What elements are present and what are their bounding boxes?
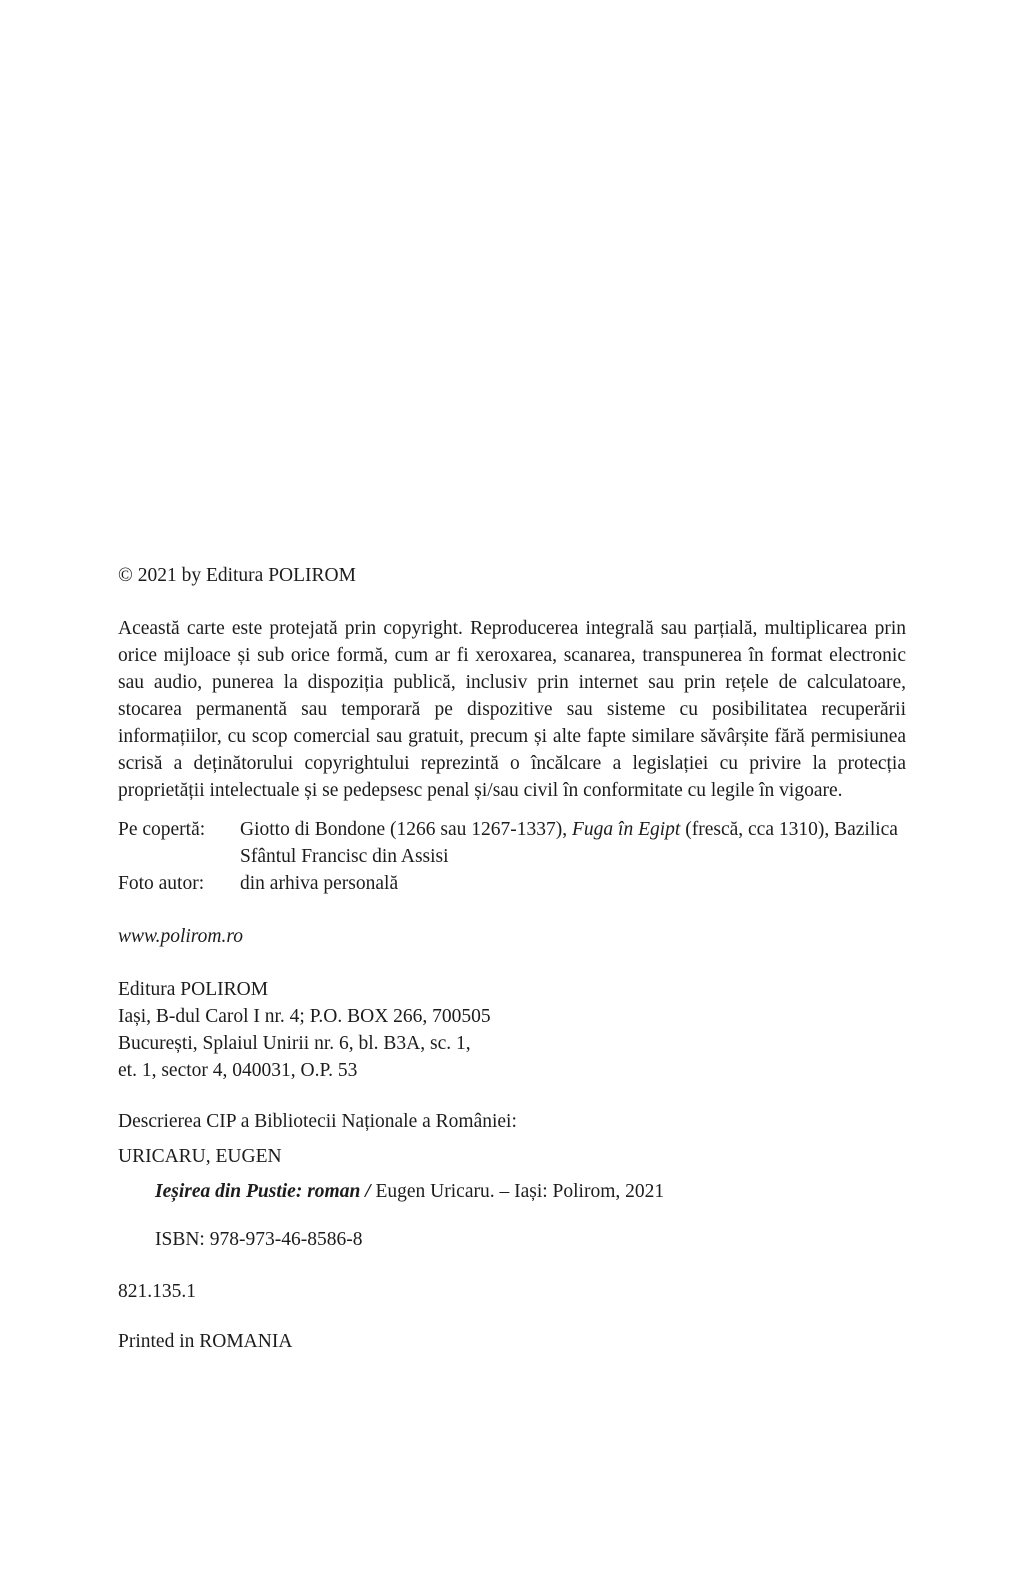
cip-book-title: Ieșirea din Pustie: roman / bbox=[155, 1181, 371, 1202]
copyright-notice: Această carte este protejată prin copyright. Reproducerea integrală sau parțială, multiplicarea prin orice mijloace și sub orice formă, cum ar fi xeroxarea, scanarea, transpunerea în format electronic sau audio, punerea la dispoziția publică, inclusiv prin internet sau prin rețele de calculatoare, stocarea permanentă sau temporară pe dispozitive sau sisteme cu posibilitatea recuperării informațiilor, cu scop comercial sau gratuit, precum și alte fapte similare săvârșite fără permisiunea scrisă a deținătorului copyrightului reprezintă o încălcare a legislației cu privire la protecția proprietății intelectuale și se pedepsesc penal și/sau civil în conformitate cu legile în vigoare. bbox=[118, 618, 906, 801]
cip-heading: Descrierea CIP a Bibliotecii Naționale a României: bbox=[118, 1111, 517, 1132]
publisher-website: www.polirom.ro bbox=[118, 926, 243, 947]
printed-in-line: Printed in ROMANIA bbox=[118, 1331, 293, 1352]
cover-artwork-title: Fuga în Egipt bbox=[572, 819, 681, 840]
copyright-line: © 2021 by Editura POLIROM bbox=[118, 565, 356, 586]
cover-credit-text-after: (frescă, cca 1310), Bazilica Sfântul Francisc din Assisi bbox=[240, 819, 898, 867]
cip-block bbox=[118, 1108, 906, 1253]
cover-credit-row bbox=[118, 816, 906, 870]
cip-title-rest: Eugen Uricaru. – Iași: Polirom, 2021 bbox=[370, 1181, 665, 1202]
cover-credit-label: Pe copertă: bbox=[118, 819, 206, 840]
photo-credit-row bbox=[118, 870, 906, 897]
isbn-line: ISBN: 978-973-46-8586-8 bbox=[155, 1229, 363, 1250]
cip-title-line bbox=[118, 1178, 906, 1205]
cover-credit-text-before: Giotto di Bondone (1266 sau 1267-1337), bbox=[240, 819, 573, 840]
cover-credit-value bbox=[240, 816, 906, 870]
credits-block bbox=[118, 816, 906, 897]
publisher-name: Editura POLIROM bbox=[118, 979, 269, 1000]
cip-author: URICARU, EUGEN bbox=[118, 1146, 282, 1167]
publisher-block bbox=[118, 976, 906, 1084]
publisher-address-line3: et. 1, sector 4, 040031, O.P. 53 bbox=[118, 1060, 358, 1081]
publisher-address-line1: Iași, B-dul Carol I nr. 4; P.O. BOX 266, 700505 bbox=[118, 1006, 491, 1027]
photo-credit-value: din arhiva personală bbox=[240, 873, 399, 894]
udc-number: 821.135.1 bbox=[118, 1281, 196, 1302]
publisher-address-line2: București, Splaiul Unirii nr. 6, bl. B3A, sc. 1, bbox=[118, 1033, 471, 1054]
photo-credit-label: Foto autor: bbox=[118, 873, 205, 894]
